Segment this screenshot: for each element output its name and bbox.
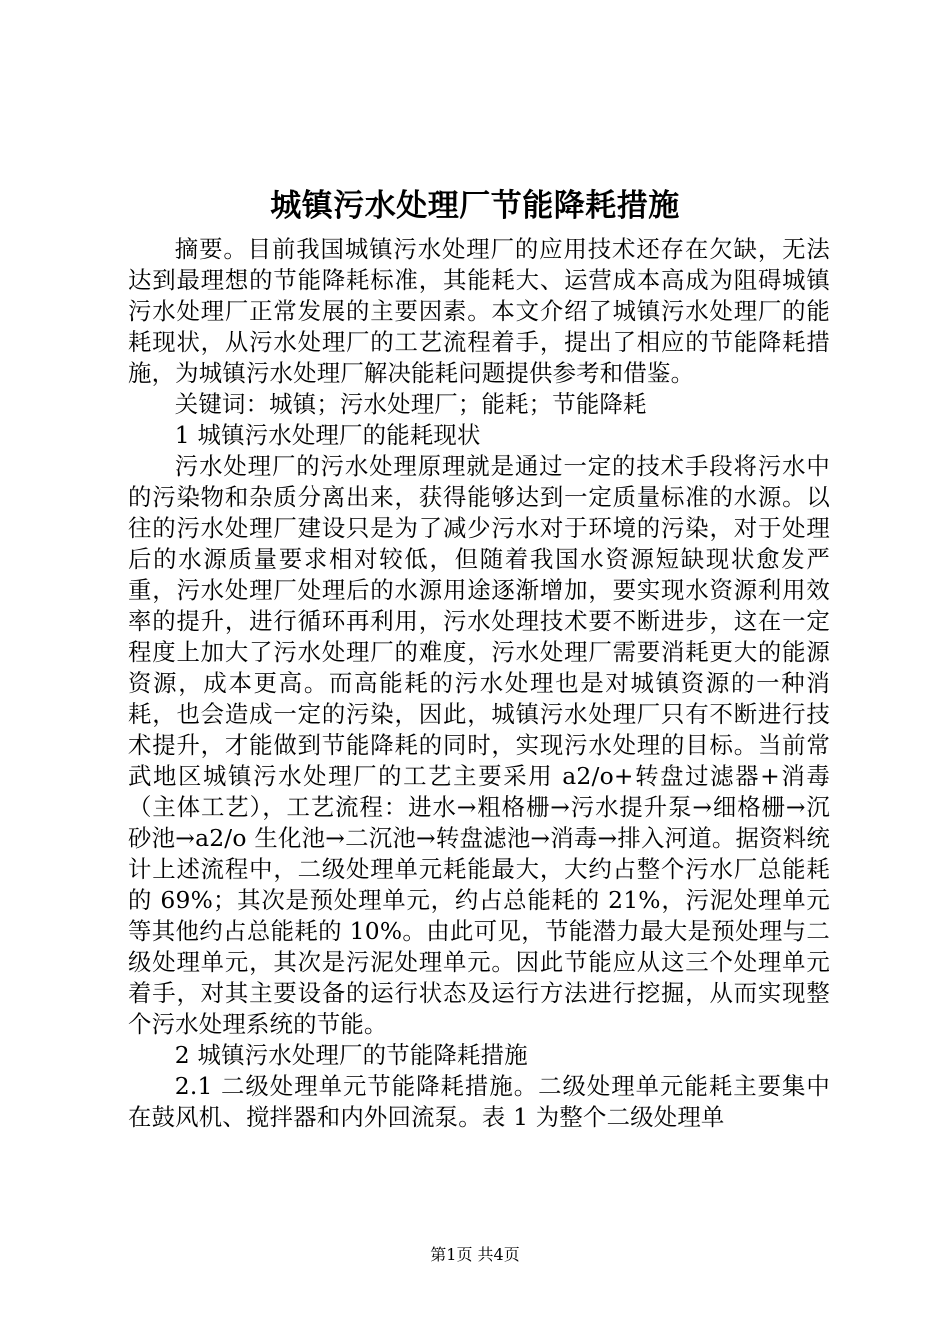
section-heading-2: 2 城镇污水处理厂的节能降耗措施	[174, 1041, 528, 1069]
document-title: 城镇污水处理厂节能降耗措施	[270, 188, 680, 224]
page-footer: 第1页 共4页	[430, 1245, 520, 1264]
abstract-paragraph: 摘要。目前我国城镇污水处理厂的应用技术还存在欠缺，无法达到最理想的节能降耗标准，其能耗大、运营成本高成为阻碍城镇污水处理厂正常发展的主要因素。本文介绍了城镇污水处理厂的能耗现状，从污水处理厂的工艺流程着手，提出了相应的节能降耗措施，为城镇污水处理厂解决能耗问题提供参考和借鉴。	[128, 235, 830, 387]
document-body	[128, 234, 830, 1133]
keywords-paragraph: 关键词：城镇；污水处理厂；能耗；节能降耗	[174, 390, 647, 418]
section-1-paragraph: 污水处理厂的污水处理原理就是通过一定的技术手段将污水中的污染物和杂质分离出来，获得能够达到一定质量标准的水源。以往的污水处理厂建设只是为了减少污水对于环境的污染，对于处理后的水源质量要求相对较低，但随着我国水资源短缺现状愈发严重，污水处理厂处理后的水源用途逐渐增加，要实现水资源利用效率的提升，进行循环再利用，污水处理技术要不断进步，这在一定程度上加大了污水处理厂的难度，污水处理厂需要消耗更大的能源资源，成本更高。而高能耗的污水处理也是对城镇资源的一种消耗，也会造成一定的污染，因此，城镇污水处理厂只有不断进行技术提升，才能做到节能降耗的同时，实现污水处理的目标。当前常武地区城镇污水处理厂的工艺主要采用 a2/o+转盘过滤器+消毒（主体工艺），工艺流程：进水→粗格栅→污水提升泵→细格栅→沉砂池→a2/o 生化池→二沉池→转盘滤池→消毒→排入河道。据资料统计上述流程中，二级处理单元耗能最大，大约占整个污水厂总能耗的 69%；其次是预处理单元，约占总能耗的 21%，污泥处理单元等其他约占总能耗的 10%。由此可见，节能潜力最大是预处理与二级处理单元，其次是污泥处理单元。因此节能应从这三个处理单元着手，对其主要设备的运行状态及运行方法进行挖掘，从而实现整个污水处理系统的节能。	[128, 452, 830, 1038]
section-2-1-paragraph: 2.1 二级处理单元节能降耗措施。二级处理单元能耗主要集中在鼓风机、搅拌器和内外回流泵。表 1 为整个二级处理单	[128, 1072, 830, 1131]
section-heading-1: 1 城镇污水处理厂的能耗现状	[174, 421, 481, 449]
